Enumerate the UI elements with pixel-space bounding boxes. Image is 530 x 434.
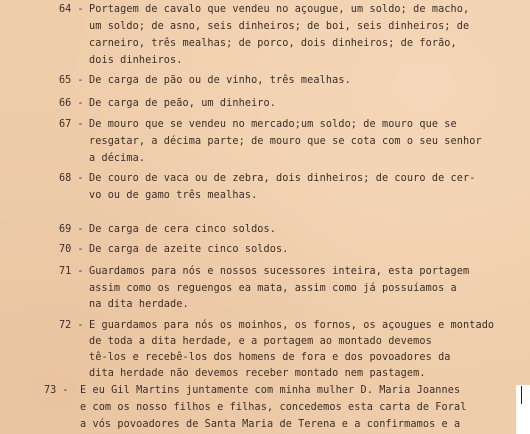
entry-number: 66 -	[59, 98, 84, 109]
entry-line: de toda a dita herdade, e a portagem ao montado devemos	[89, 336, 432, 347]
entry-number: 70 -	[59, 244, 84, 255]
entry-line: na dita herdade.	[89, 299, 189, 310]
scan-edge-line	[521, 386, 522, 404]
entry-line: um soldo; de asno, seis dinheiros; de boi, seis dinheiros; de	[89, 21, 470, 32]
entry-line: De mouro que se vendeu no mercado;um soldo; de mouro que se	[89, 119, 457, 130]
entry-line: e com os nosso filhos e filhas, concedemos esta carta de Foral	[80, 402, 467, 413]
entry-line: resgatar, a décima parte; de mouro que se cota com o seu senhor	[89, 136, 482, 147]
entry-line: dita herdade não devemos receber montado nem pastagem.	[89, 368, 426, 379]
entry-number: 72 -	[59, 320, 84, 331]
scan-edge-margin	[516, 385, 530, 434]
entry-number: 73 -	[44, 385, 69, 396]
entry-line: E eu Gil Martins juntamente com minha mulher D. Maria Joannes	[80, 385, 461, 396]
entry-line: E guardamos para nós os moinhos, os fornos, os açougues e montado	[89, 320, 495, 331]
entry-line: De carga de cera cinco soldos.	[89, 224, 277, 235]
entry-number: 64 -	[59, 4, 84, 15]
entry-number: 65 -	[59, 75, 84, 86]
entry-line: De carga de azeite cinco soldos.	[89, 244, 289, 255]
entry-number: 71 -	[59, 266, 84, 277]
entry-line: a décima.	[89, 153, 146, 164]
entry-line: De carga de peão, um dinheiro.	[89, 98, 277, 109]
entry-line: vo ou de gamo três mealhas.	[89, 190, 258, 201]
entry-line: a vós povoadores de Santa Maria de Terena e a confirmamos e a	[80, 419, 461, 430]
entry-line: carneiro, três mealhas; de porco, dois dinheiros; de forão,	[89, 38, 457, 49]
entry-line: tê-los e recebê-los dos homens de fora e dos povoadores da	[89, 352, 451, 363]
entry-line: Portagem de cavalo que vendeu no açougue, um soldo; de macho,	[89, 4, 470, 15]
entry-line: dois dinheiros.	[89, 55, 183, 66]
entry-line: Guardamos para nós e nossos sucessores inteira, esta portagem	[89, 266, 470, 277]
entry-number: 68 -	[59, 173, 84, 184]
entry-number: 69 -	[59, 224, 84, 235]
entry-line: assim como os reguengos ea mata, assim como já possuíamos a	[89, 283, 457, 294]
entry-number: 67 -	[59, 119, 84, 130]
entry-line: De couro de vaca ou de zebra, dois dinheiros; de couro de cer-	[89, 173, 476, 184]
entry-line: De carga de pão ou de vinho, três mealhas.	[89, 75, 351, 86]
